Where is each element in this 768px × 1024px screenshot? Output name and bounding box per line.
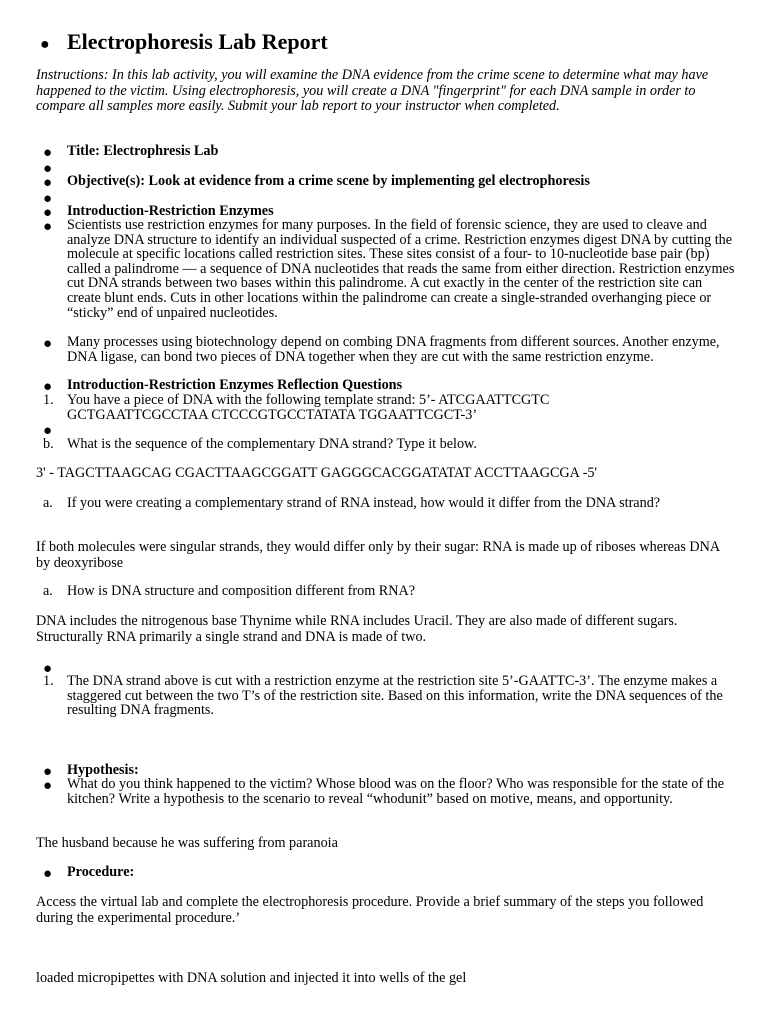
question-a1-marker: a. xyxy=(43,495,53,511)
answer-rna-difference: If both molecules were singular strands, they would differ only by their sugar: RNA is made up of riboses whereas DNA by deoxyribose xyxy=(36,539,720,571)
title-bullet: ● xyxy=(40,36,50,53)
bullet: ● xyxy=(43,336,53,352)
lab-title-line: Title: Electrophresis Lab xyxy=(67,143,219,159)
question-2-marker: 1. xyxy=(43,673,54,689)
bullet: ● xyxy=(43,205,53,221)
bullet: ● xyxy=(43,423,53,439)
bullet: ● xyxy=(43,379,53,395)
intro-paragraph-1: Scientists use restriction enzymes for many purposes. In the field of forensic science, they are used to cleave and analyze DNA structure to identify an individual suspected of a crime. Restriction enzymes digest DNA by cutting the molecule at specific locations called restriction sites. These sites consist of a four- to 10-nucleotide base pair (bp) called a palindrome — a sequence of DNA nucleotides that reads the same from either direction. Restriction enzymes cut DNA strands between two bases within this palindrome. A cut exactly in the center of the restriction site can create blunt ends. Cuts in other locations within the palindrome can create a single-stranded overhanging piece or “sticky” end of unpaired nucleotides. xyxy=(67,217,735,321)
page-title: Electrophoresis Lab Report xyxy=(67,29,328,54)
bullet: ● xyxy=(43,191,53,207)
bullet: ● xyxy=(43,778,53,794)
procedure-instructions: Access the virtual lab and complete the electrophoresis procedure. Provide a brief summary of the steps you followed during the experimental procedure.’ xyxy=(36,894,704,926)
question-2: The DNA strand above is cut with a restriction enzyme at the restriction site 5’-GAATTC-3’. The enzyme makes a staggered cut between the two T’s of the restriction site. Based on this information, write the DNA sequences of the resulting DNA fragments. xyxy=(67,673,723,719)
intro-heading: Introduction-Restriction Enzymes xyxy=(67,203,274,219)
question-1: You have a piece of DNA with the following template strand: 5’- ATCGAATTCGTC GCTGAATTCGCCTAA CTCCCGTGCCTATATA TGGAATTCGCT-3’ xyxy=(67,392,550,423)
reflection-heading: Introduction-Restriction Enzymes Reflection Questions xyxy=(67,377,403,393)
bullet: ● xyxy=(43,161,53,177)
bullet: ● xyxy=(43,219,53,235)
bullet: ● xyxy=(43,866,53,882)
instructions-text: Instructions: In this lab activity, you will examine the DNA evidence from the crime scene to determine what may have happened to the victim. Using electrophoresis, you will create a DNA "fingerprint" for each DNA sample in order to compare all samples more easily. Submit your lab report to your instructor when completed. xyxy=(36,67,709,115)
question-a2-marker: a. xyxy=(43,583,53,599)
objective-line: Objective(s): Look at evidence from a crime scene by implementing gel electrophoresis xyxy=(67,173,590,189)
question-a1: If you were creating a complementary strand of RNA instead, how would it differ from the DNA strand? xyxy=(67,495,661,511)
hypothesis-question: What do you think happened to the victim? Whose blood was on the floor? Who was responsible for the state of the kitchen? Write a hypothesis to the scenario to reveal “whodunit” based on motive, means, and opportunity. xyxy=(67,776,725,807)
answer-structure-difference: DNA includes the nitrogenous base Thynime while RNA includes Uracil. They are also made of different sugars. Structurally RNA primarily a single strand and DNA is made of two. xyxy=(36,613,678,645)
question-b: What is the sequence of the complementary DNA strand? Type it below. xyxy=(67,436,477,452)
bullet: ● xyxy=(43,145,53,161)
intro-paragraph-2: Many processes using biotechnology depend on combing DNA fragments from different sources. Another enzyme, DNA ligase, can bond two pieces of DNA together when they are cut with the same restriction enzyme. xyxy=(67,334,720,365)
procedure-heading: Procedure: xyxy=(67,864,135,880)
bullet: ● xyxy=(43,661,53,677)
answer-complementary-strand: 3' - TAGCTTAAGCAG CGACTTAAGCGGATT GAGGGCACGGATATAT ACCTTAAGCGA -5' xyxy=(36,465,598,481)
procedure-answer: loaded micropipettes with DNA solution and injected it into wells of the gel xyxy=(36,970,467,986)
bullet: ● xyxy=(43,764,53,780)
question-a2: How is DNA structure and composition different from RNA? xyxy=(67,583,416,599)
bullet: ● xyxy=(43,175,53,191)
question-1-marker: 1. xyxy=(43,392,54,408)
hypothesis-answer: The husband because he was suffering from paranoia xyxy=(36,835,338,851)
question-b-marker: b. xyxy=(43,436,54,452)
hypothesis-heading: Hypothesis: xyxy=(67,762,139,778)
